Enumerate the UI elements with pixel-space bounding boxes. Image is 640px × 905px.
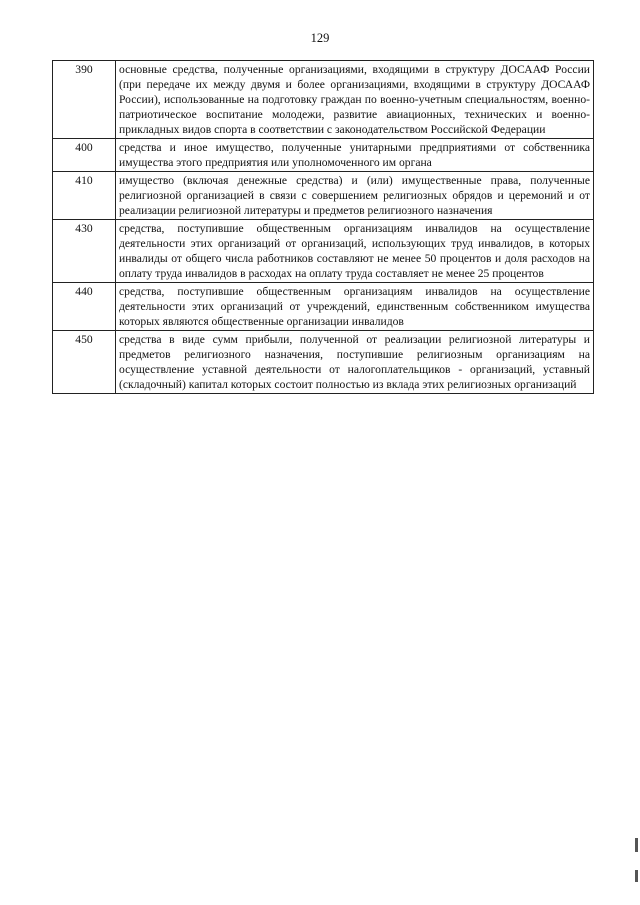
table-row <box>53 61 594 139</box>
row-description: средства в виде сумм прибыли, полученной от реализации религиозной литературы и предметов религиозного назначения, поступившие религиозным организациям на осуществление уставной деятельности от налогоплательщиков - организаций, уставный (складочный) капитал которых состоит полностью из вклада этих религиозных организаций <box>116 331 594 394</box>
table-row <box>53 220 594 283</box>
row-code: 450 <box>53 331 116 394</box>
row-description: имущество (включая денежные средства) и (или) имущественные права, полученные религиозной организацией в связи с совершением религиозных обрядов и церемоний и от реализации религиозной литературы и предметов религиозного назначения <box>116 172 594 220</box>
scan-edge-mark <box>635 838 638 852</box>
row-code: 400 <box>53 139 116 172</box>
row-code: 430 <box>53 220 116 283</box>
row-code: 390 <box>53 61 116 139</box>
row-description: средства и иное имущество, полученные унитарными предприятиями от собственника имущества этого предприятия или уполномоченного им органа <box>116 139 594 172</box>
table-row <box>53 172 594 220</box>
income-codes-table <box>52 60 594 394</box>
row-description: основные средства, полученные организациями, входящими в структуру ДОСААФ России (при передаче их между двумя и более организациями, входящими в структуру ДОСААФ России), использованные на подготовку граждан по военно-учетным специальностям, военно-патриотическое воспитание молодежи, развитие авиационных, технических и военно-прикладных видов спорта в соответствии с законодательством Российской Федерации <box>116 61 594 139</box>
scan-edge-mark <box>635 870 638 882</box>
row-description: средства, поступившие общественным организациям инвалидов на осуществление деятельности этих организаций от учреждений, единственным собственником имущества которых являются общественные организации инвалидов <box>116 283 594 331</box>
row-code: 440 <box>53 283 116 331</box>
row-description: средства, поступившие общественным организациям инвалидов на осуществление деятельности этих организаций от организаций, использующих труд инвалидов, в которых инвалиды от общего числа работников составляют не менее 50 процентов и доля расходов на оплату труда инвалидов в расходах на оплату труда составляет не менее 25 процентов <box>116 220 594 283</box>
table-row <box>53 331 594 394</box>
page-number: 129 <box>310 31 330 45</box>
table-row <box>53 283 594 331</box>
table-row <box>53 139 594 172</box>
row-code: 410 <box>53 172 116 220</box>
